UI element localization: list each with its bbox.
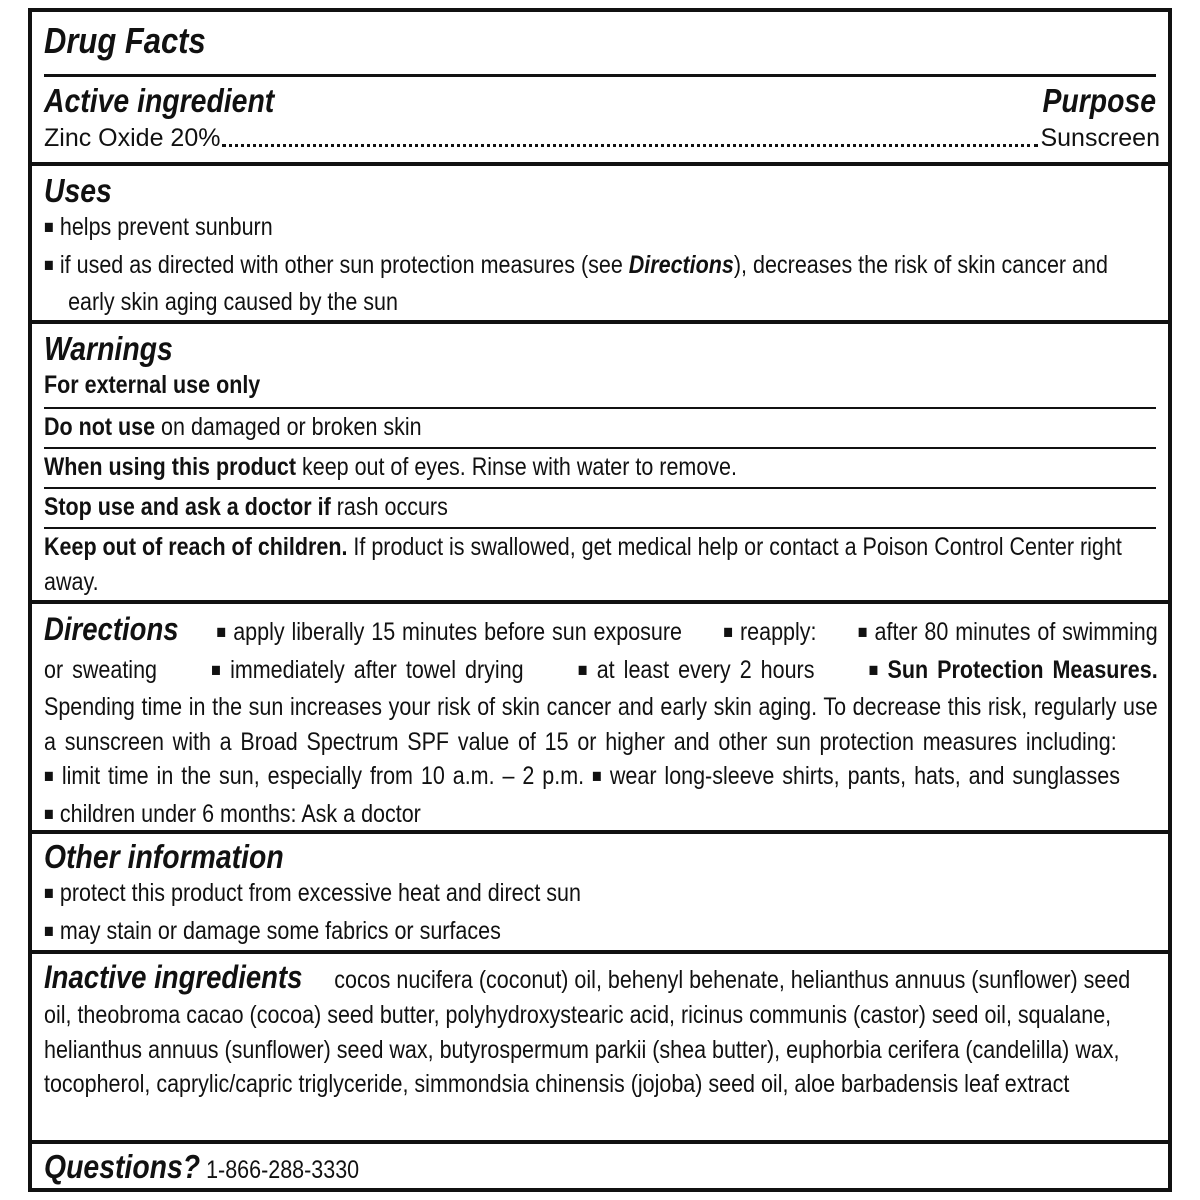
dot-leader bbox=[222, 144, 1038, 147]
uses-list bbox=[44, 210, 1153, 320]
drug-facts-panel bbox=[28, 8, 1172, 1192]
uses-section bbox=[32, 172, 1168, 320]
list-item: ■ after 80 minutes of swimming or sweating bbox=[44, 618, 1158, 684]
divider bbox=[32, 950, 1168, 954]
list-item: ■ immediately after towel drying bbox=[211, 656, 523, 684]
ingredient-purpose: Sunscreen bbox=[1040, 124, 1160, 152]
list-item: ■ reapply: bbox=[723, 618, 816, 646]
ingredient-name: Zinc Oxide 20% bbox=[44, 124, 221, 152]
questions-heading: Questions? bbox=[44, 1148, 201, 1185]
stop-use-warning: Stop use and ask a doctor if rash occurs bbox=[44, 493, 448, 521]
directions-heading: Directions bbox=[44, 611, 179, 647]
list-item: ■ limit time in the sun, especially from 10 a.m. – 2 p.m. bbox=[44, 762, 584, 790]
divider bbox=[32, 830, 1168, 834]
list-item: ■ helps prevent sunburn bbox=[44, 210, 1153, 248]
page-title: Drug Facts bbox=[44, 20, 206, 61]
active-ingredient-section bbox=[32, 82, 1168, 154]
keep-out-warning: Keep out of reach of children. If product is swallowed, get medical help or contact a Poison Control Center right away. bbox=[44, 533, 1122, 596]
list-item: ■ wear long-sleeve shirts, pants, hats, and sunglasses bbox=[592, 762, 1120, 790]
list-item: ■ Sun Protection Measures. Spending time in the sun increases your risk of skin cancer and early skin aging. To decrease this risk, regularly use a sunscreen with a Broad Spectrum SPF value of 15 or higher and other sun protection measures including: bbox=[44, 656, 1158, 756]
warnings-heading: Warnings bbox=[44, 330, 173, 367]
inactive-ingredients-list: cocos nucifera (coconut) oil, behenyl behenate, helianthus annuus (sunflower) seed oil, theobroma cacao (cocoa) seed butter, polyhydroxystearic acid, ricinus communis (castor) seed oil, squalane, helianthus annuus (sunflower) seed wax, butyrospermum parkii (shea butter), euphorbia cerifera (candelilla) wax, tocopherol, caprylic/capric triglyceride, simmondsia chinensis (jojoba) seed oil, aloe barbadensis leaf extract bbox=[44, 966, 1131, 1099]
other-information-section bbox=[32, 838, 1168, 951]
list-item: ■ apply liberally 15 minutes before sun exposure bbox=[216, 618, 682, 646]
inactive-ingredients-section bbox=[32, 958, 1168, 1102]
external-use-warning: For external use only bbox=[44, 371, 261, 399]
directions-section bbox=[32, 610, 1168, 834]
list-item: ■ if used as directed with other sun protection measures (see Directions), decreases the risk of skin cancer and early skin aging caused by the sun bbox=[44, 248, 1153, 320]
do-not-use-warning: Do not use on damaged or broken skin bbox=[44, 413, 422, 441]
list-item: ■ protect this product from excessive heat and direct sun bbox=[44, 876, 1162, 914]
divider bbox=[44, 447, 1156, 449]
when-using-warning: When using this product keep out of eyes. Rinse with water to remove. bbox=[44, 453, 737, 481]
divider bbox=[44, 407, 1156, 409]
divider bbox=[32, 162, 1168, 166]
divider bbox=[44, 74, 1156, 77]
phone-number: 1-866-288-3330 bbox=[206, 1156, 360, 1184]
title-section bbox=[32, 22, 1168, 60]
directions-reference: Directions bbox=[628, 250, 734, 279]
list-item: ■ children under 6 months: Ask a doctor bbox=[44, 800, 421, 828]
divider bbox=[44, 487, 1156, 489]
active-ingredient-row bbox=[44, 122, 1160, 154]
divider bbox=[32, 1140, 1168, 1144]
purpose-heading: Purpose bbox=[1042, 82, 1156, 119]
list-item: ■ at least every 2 hours bbox=[578, 656, 815, 684]
other-information-heading: Other information bbox=[44, 838, 284, 875]
questions-section bbox=[32, 1148, 1168, 1190]
inactive-ingredients-heading: Inactive ingredients bbox=[44, 959, 303, 995]
active-ingredient-heading: Active ingredient bbox=[44, 82, 275, 119]
divider bbox=[44, 527, 1156, 529]
divider bbox=[32, 320, 1168, 324]
other-information-list bbox=[44, 876, 1162, 951]
list-item: ■ may stain or damage some fabrics or surfaces bbox=[44, 914, 1162, 952]
warnings-section bbox=[32, 330, 1168, 403]
divider bbox=[32, 600, 1168, 604]
uses-heading: Uses bbox=[44, 172, 112, 209]
